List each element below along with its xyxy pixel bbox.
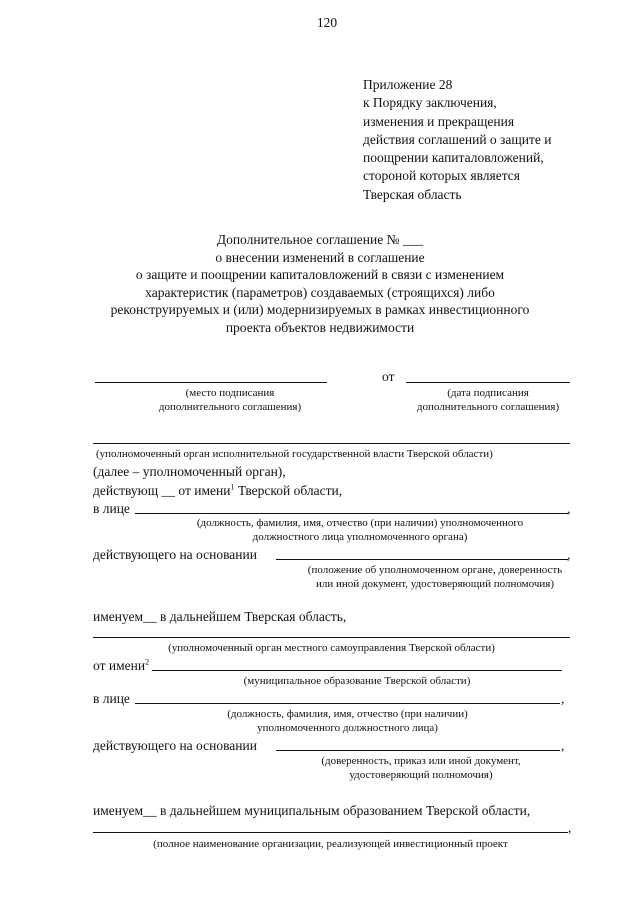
document-title <box>60 231 580 336</box>
hereinafter-text: (далее – уполномоченный орган), <box>93 464 286 479</box>
on-behalf-label: от имени$^2$ <box>93 657 150 673</box>
investor-field[interactable] <box>93 832 568 833</box>
appendix-line: стороной которых является <box>363 168 521 184</box>
basis-label-1: действующего на основании <box>93 547 257 562</box>
appendix-line: поощрении капиталовложений, <box>363 150 544 166</box>
appendix-line: действия соглашений о защите и <box>363 131 552 147</box>
acting-on-behalf: действующ __ от имени$^1$ Тверской области, <box>93 482 343 498</box>
date-field[interactable] <box>406 382 570 383</box>
local-organ-caption: (уполномоченный орган местного самоуправления Тверской области) <box>168 642 495 654</box>
municipality-caption: (муниципальное образование Тверской области) <box>243 675 471 687</box>
local-organ-field[interactable] <box>93 637 570 638</box>
appendix-line: Тверская область <box>363 186 462 202</box>
appendix-line: Приложение 28 <box>363 77 453 92</box>
title-line: о внесении изменений в соглашение <box>215 249 425 265</box>
person-field-1[interactable] <box>135 513 568 514</box>
footnote-mark-1: 1 <box>230 482 235 492</box>
basis-field-2[interactable] <box>276 750 560 751</box>
person-caption-2: (должность, фамилия, имя, отчество (при наличии) уполномоченного должностного лица) <box>227 708 468 734</box>
appendix-line: к Порядку заключения, <box>363 95 497 111</box>
footnote-mark-2: 2 <box>145 657 150 667</box>
person-label-1: в лице <box>93 501 130 516</box>
document-page: 120 Приложение 28 к Порядку заключения, изменения и прекращения действия соглашений о защите и поощрении капиталовложений, стороной которых является Тверская область Дополнительное соглашение № ___ о внесении изменений в соглашение о защите и поощрении капиталовложений в связи с изменением характеристик (параметров) создаваемых (строящихся) либо реконструируемых и (или) модернизируемых в рамках инвестиционного проекта объектов недвижимости от (место подписания дополнительного соглашения) (дата подписания дополнительного соглашения) (уполномоченный орган исполнительной государственной власти Тверской области) (далее – уполномоченный орган), действующ __ от имени$^1$ Тверской области, в лице , (должность, фамилия, имя, отчество (при наличии) уполномоченного должностного лица уполномоченного органа) действующего на основании , (положение об уполномоченном органе, доверенность или иной документ, удостоверяющий полномочия) именуем__ в дальнейшем Тверская область, (уполномоченный орган местного самоуправления Тверской области) от имени$^2$ (муниципальное образование Тверской области) в лице , (должность, фамилия, имя, отчество (при наличии) уполномоченного должностного лица) действующего на основании , (доверенность, приказ или иной документ, удостоверяющий полномочия) именуем__ в дальнейшем муниципальным образованием Тверской области, , (полное наименование организации, реализующей инвестиционный проект <box>0 0 640 905</box>
person-label-2: в лице <box>93 691 130 706</box>
person-field-2[interactable] <box>135 703 560 704</box>
named-text-2: именуем__ в дальнейшем муниципальным образованием Тверской области, <box>93 803 531 818</box>
appendix-block <box>363 76 551 204</box>
named-text-1: именуем__ в дальнейшем Тверская область, <box>93 609 347 624</box>
title-line: характеристик (параметров) создаваемых (строящихся) либо <box>145 284 495 300</box>
title-line: проекта объектов недвижимости <box>225 319 415 335</box>
date-caption: (дата подписания дополнительного соглашения) <box>416 387 560 413</box>
title-line: реконструируемых и (или) модернизируемых в рамках инвестиционного <box>110 302 530 317</box>
basis-caption-1: (положение об уполномоченном органе, доверенность или иной документ, удостоверяющий полномочия) <box>307 564 563 590</box>
person-caption-1: (должность, фамилия, имя, отчество (при наличии) уполномоченного должностного лица уполномоченного органа) <box>196 517 524 543</box>
page-number: 120 <box>316 15 338 30</box>
place-field[interactable] <box>95 382 327 383</box>
basis-caption-2: (доверенность, приказ или иной документ, удостоверяющий полномочия) <box>321 755 521 781</box>
organ-field[interactable] <box>93 443 570 444</box>
from-label: от <box>382 369 395 384</box>
basis-label-2: действующего на основании <box>93 738 257 753</box>
organ-caption: (уполномоченный орган исполнительной государственной власти Тверской области) <box>96 448 493 460</box>
place-caption: (место подписания дополнительного соглашения) <box>158 387 302 413</box>
title-line: о защите и поощрении капиталовложений в связи с изменением <box>135 267 505 282</box>
appendix-line: изменения и прекращения <box>363 113 515 129</box>
title-line: Дополнительное соглашение № ___ <box>216 232 424 247</box>
investor-caption: (полное наименование организации, реализующей инвестиционный проект <box>153 838 508 850</box>
basis-field-1[interactable] <box>276 559 568 560</box>
municipality-field[interactable] <box>152 670 562 671</box>
